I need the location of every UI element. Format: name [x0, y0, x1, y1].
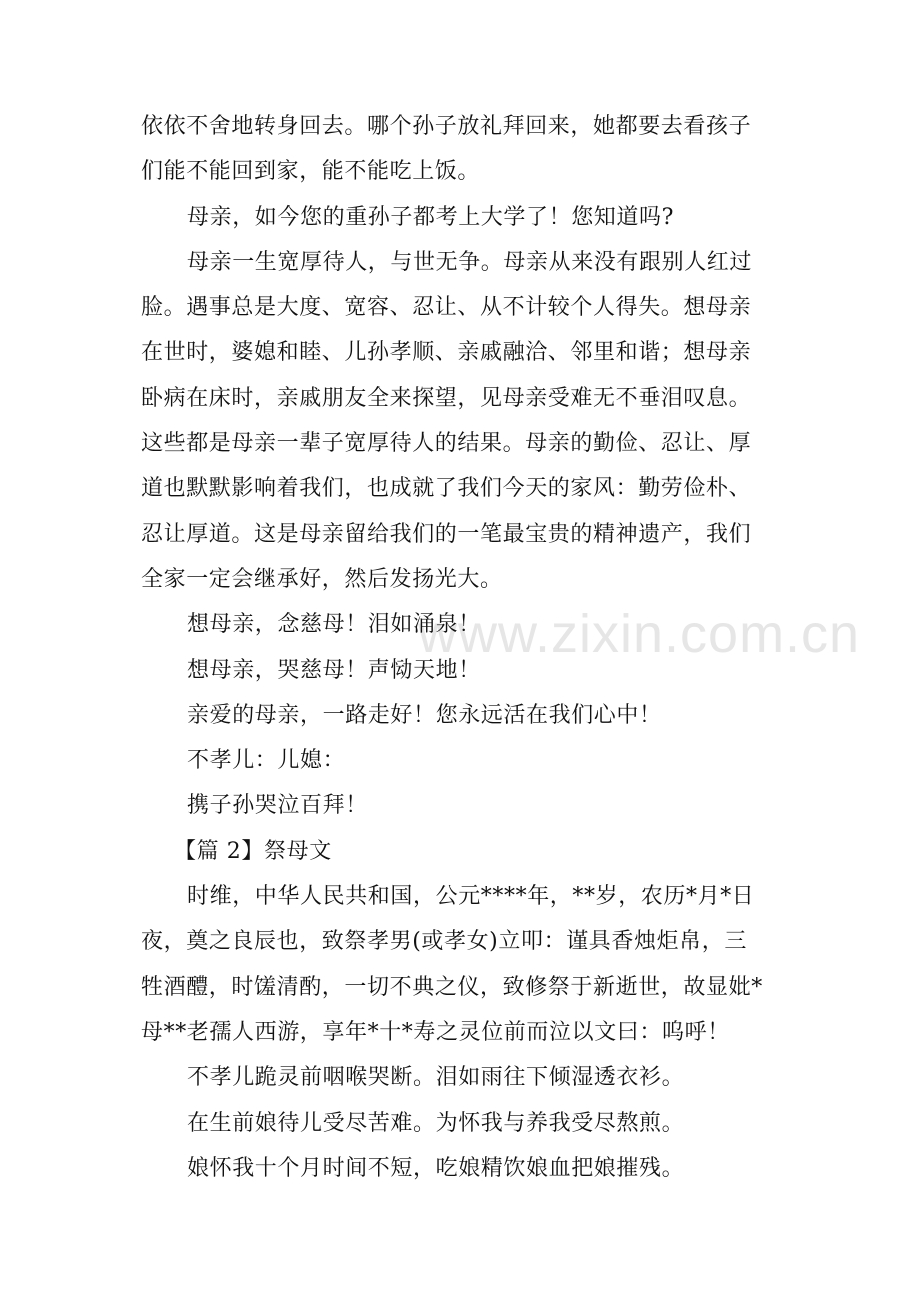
- text-line: 脸。遇事总是大度、宽容、忍让、从不计较个人得失。想母亲: [141, 295, 752, 321]
- text-line: 卧病在床时，亲戚朋友全来探望，见母亲受难无不垂泪叹息。: [141, 385, 752, 411]
- text-line: 不孝儿跪灵前咽喉哭断。泪如雨往下倾湿透衣衫。: [187, 1065, 685, 1091]
- text-line: 牲酒醴，时馐清酌，一切不典之仪，致修祭于新逝世，故显妣*: [141, 974, 763, 1000]
- section-heading: 【篇 2】祭母文: [174, 838, 332, 864]
- text-line: 想母亲，哭慈母！声恸天地！: [187, 657, 481, 683]
- text-line: 在世时，婆媳和睦、儿孙孝顺、亲戚融洽、邻里和谐；想母亲: [141, 340, 752, 366]
- text-line: 道也默默影响着我们，也成就了我们今天的家风：勤劳俭朴、: [141, 476, 752, 502]
- text-line: 不孝儿：儿媳：: [187, 748, 346, 774]
- text-line: 依依不舍地转身回去。哪个孙子放礼拜回来，她都要去看孩子: [141, 114, 752, 139]
- text-line: 想母亲，念慈母！泪如涌泉！: [187, 612, 481, 638]
- body-text: [141, 104, 781, 1191]
- text-line: 母亲一生宽厚待人，与世无争。母亲从来没有跟别人红过: [187, 249, 753, 275]
- text-line: 们能不能回到家，能不能吃上饭。: [141, 159, 481, 185]
- text-line: 夜，奠之良辰也，致祭孝男(或孝女)立叩：谨具香烛炬帛，三: [141, 929, 747, 955]
- text-line: 娘怀我十个月时间不短，吃娘精饮娘血把娘摧残。: [187, 1155, 685, 1181]
- text-line: 母**老孺人西游，享年*十*寿之灵位前而泣以文曰：呜呼！: [141, 1019, 730, 1045]
- text-line: 母亲，如今您的重孙子都考上大学了！您知道吗?: [187, 204, 674, 230]
- text-line: 携子孙哭泣百拜！: [187, 793, 368, 819]
- text-line: 在生前娘待儿受尽苦难。为怀我与养我受尽熬煎。: [187, 1110, 685, 1136]
- text-line: 时维，中华人民共和国，公元****年，**岁，农历*月*日: [187, 884, 755, 910]
- watermark: www.zixin.com.cn: [418, 604, 861, 664]
- text-line: 全家一定会继承好，然后发扬光大。: [141, 566, 503, 592]
- text-line: 忍让厚道。这是母亲留给我们的一笔最宝贵的精神遗产，我们: [141, 521, 752, 547]
- text-line: 亲爱的母亲，一路走好！您永远活在我们心中！: [187, 702, 662, 728]
- text-line: 这些都是母亲一辈子宽厚待人的结果。母亲的勤俭、忍让、厚: [141, 431, 752, 457]
